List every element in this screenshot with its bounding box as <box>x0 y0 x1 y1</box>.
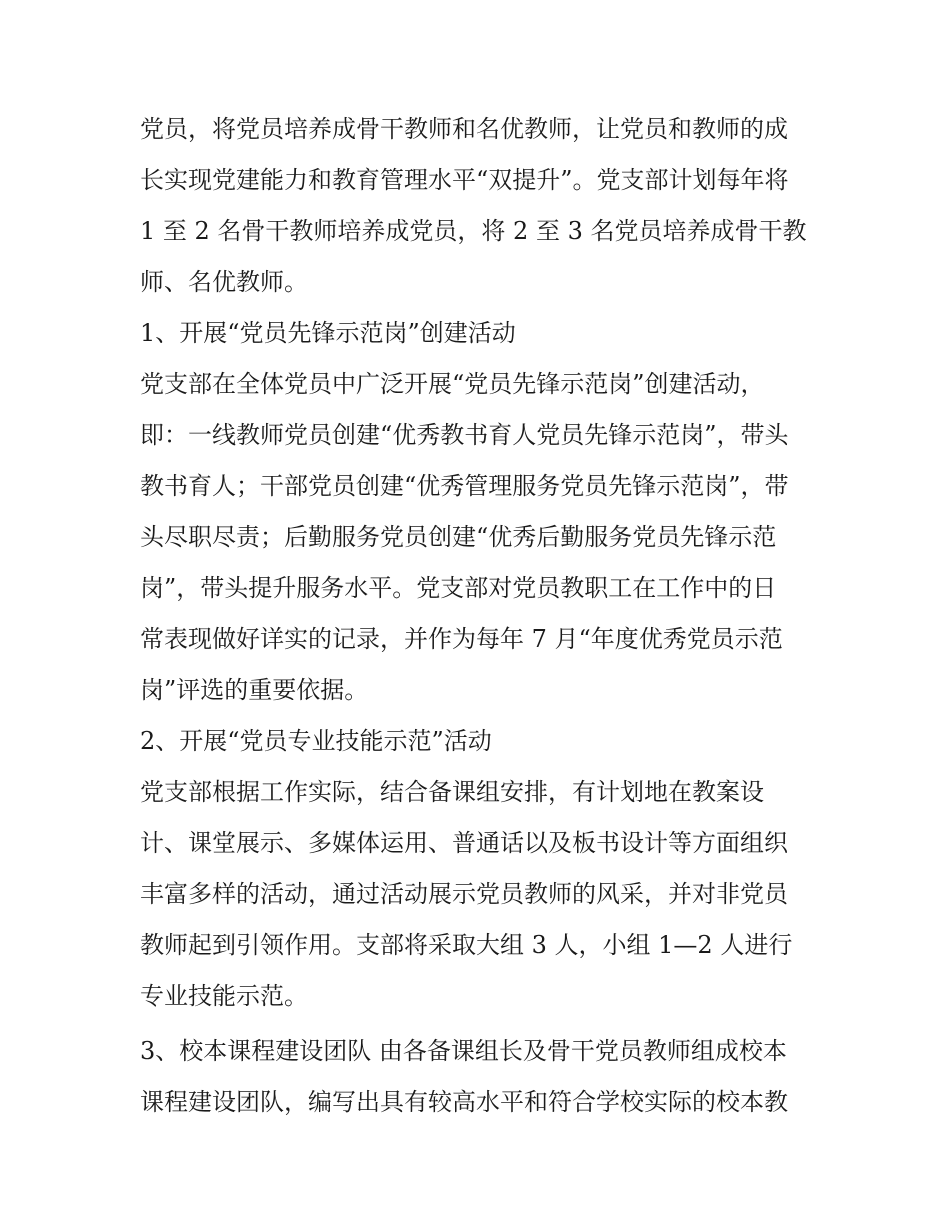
text-line-8: 教书育人；干部党员创建“优秀管理服务党员先锋示范岗”，带 <box>140 472 789 500</box>
text-line-14: 党支部根据工作实际，结合备课组安排，有计划地在教案设 <box>140 778 764 806</box>
text-line-16: 丰富多样的活动，通过活动展示党员教师的风采，并对非党员 <box>140 880 788 908</box>
text-line-18: 专业技能示范。 <box>140 982 308 1010</box>
text-line-9: 头尽职尽责；后勤服务党员创建“优秀后勤服务党员先锋示范 <box>140 523 777 551</box>
section-heading-2: 2、开展“党员专业技能示范”活动 <box>140 727 492 755</box>
document-body <box>140 104 830 1128</box>
text-line-2: 长实现党建能力和教育管理水平“双提升”。党支部计划每年将 <box>140 166 789 194</box>
text-line-20: 课程建设团队，编写出具有较高水平和符合学校实际的校本教 <box>140 1088 788 1116</box>
text-line-4: 师、名优教师。 <box>140 268 308 296</box>
text-line-17: 教师起到引领作用。支部将采取大组 3 人，小组 1—2 人进行 <box>140 931 793 959</box>
text-line-11: 常表现做好详实的记录，并作为每年 7 月“年度优秀党员示范 <box>140 625 783 653</box>
text-line-12: 岗”评选的重要依据。 <box>140 676 369 704</box>
text-line-6: 党支部在全体党员中广泛开展“党员先锋示范岗”创建活动， <box>140 370 765 398</box>
text-line-1: 党员，将党员培养成骨干教师和名优教师，让党员和教师的成 <box>140 115 788 143</box>
section-heading-1: 1、开展“党员先锋示范岗”创建活动 <box>140 319 516 347</box>
text-line-3: 1 至 2 名骨干教师培养成党员，将 2 至 3 名党员培养成骨干教 <box>140 217 807 245</box>
text-line-10: 岗”，带头提升服务水平。党支部对党员教职工在工作中的日 <box>140 574 777 602</box>
text-line-7: 即：一线教师党员创建“优秀教书育人党员先锋示范岗”，带头 <box>140 421 789 449</box>
section-heading-3: 3、校本课程建设团队 由各备课组长及骨干党员教师组成校本 <box>140 1037 787 1065</box>
text-line-15: 计、课堂展示、多媒体运用、普通话以及板书设计等方面组织 <box>140 829 788 857</box>
